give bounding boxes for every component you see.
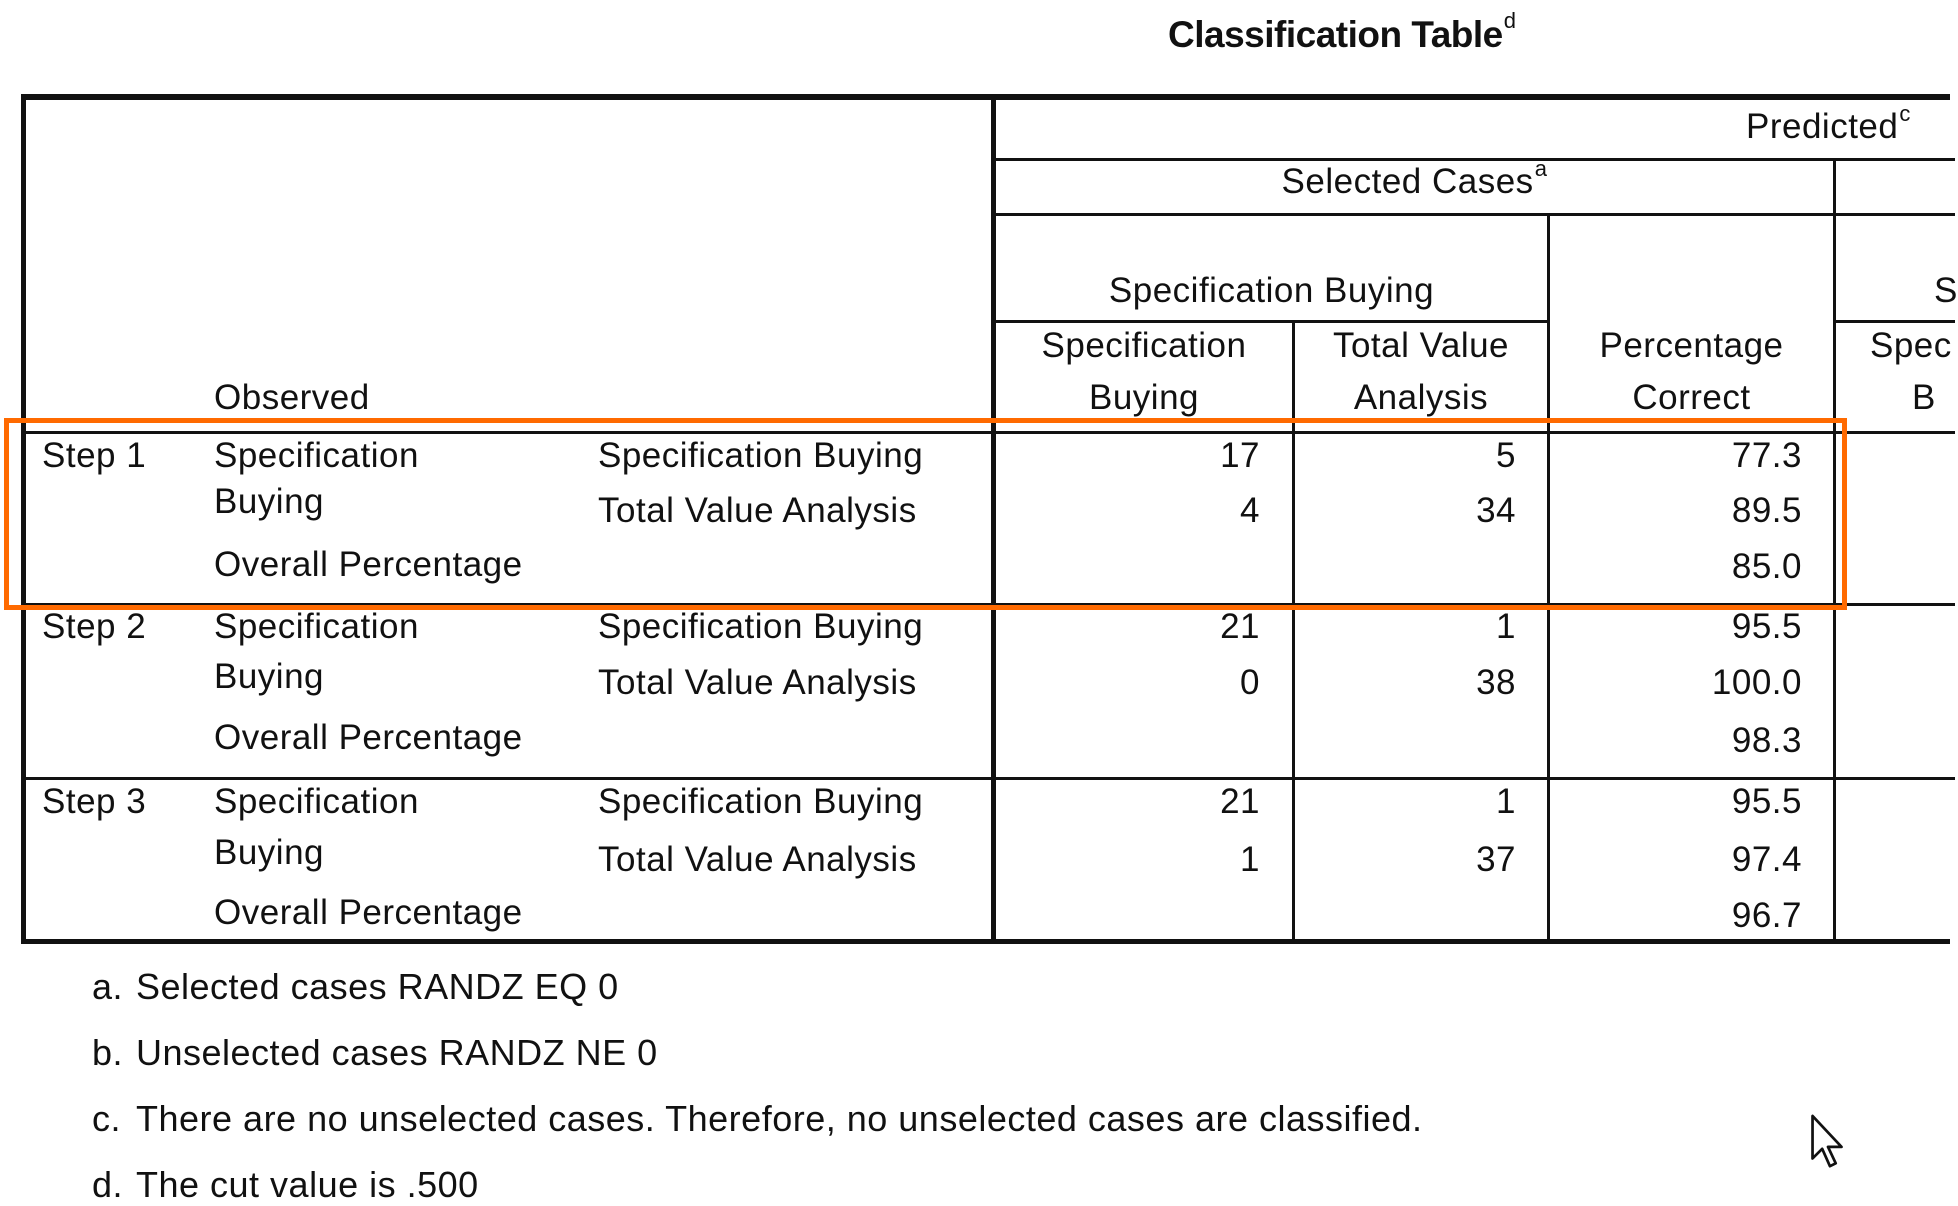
cell-spec: 4 <box>1240 491 1260 530</box>
cell-pct: 100.0 <box>1711 663 1802 702</box>
footnote-b: b. Unselected cases RANDZ NE 0 <box>92 1032 658 1073</box>
header-predicted: Predicted$^c$ <box>1746 101 1911 146</box>
step-variable-line2: Buying <box>214 833 325 872</box>
header-rule-unselected-group <box>1833 320 1955 323</box>
step-separator-1 <box>26 603 1955 606</box>
column-divider-tva-pct <box>1547 214 1550 944</box>
cell-pct: 95.5 <box>1731 607 1802 646</box>
row-label: Specification Buying <box>598 436 924 475</box>
col-header-unselected-line1-cut: Spec <box>1870 326 1952 365</box>
col-header-tva-line1: Total Value <box>1332 326 1510 365</box>
cell-overall-pct: 85.0 <box>1731 547 1802 586</box>
row-label: Total Value Analysis <box>598 663 917 702</box>
row-label: Specification Buying <box>598 782 924 821</box>
selected-footnote-marker: a <box>1534 156 1548 181</box>
col-header-pct-line2: Correct <box>1632 378 1751 417</box>
predicted-footnote-marker: c <box>1899 101 1911 126</box>
footnote-c: c. There are no unselected cases. Therefore, no unselected cases are classified. <box>92 1098 1423 1139</box>
header-body-rule <box>26 431 1955 434</box>
row-label: Total Value Analysis <box>598 491 917 530</box>
step-variable-line2: Buying <box>214 657 325 696</box>
cell-pct: 95.5 <box>1731 782 1802 821</box>
header-unselected-group-cut: S <box>1934 271 1958 310</box>
step-variable-line2: Buying <box>214 482 325 521</box>
cell-spec: 21 <box>1220 607 1260 646</box>
cell-tva: 5 <box>1496 436 1516 475</box>
cell-spec: 21 <box>1220 782 1260 821</box>
title-footnote-marker: d <box>1503 8 1516 33</box>
cell-overall-pct: 98.3 <box>1731 721 1802 760</box>
overall-label: Overall Percentage <box>214 545 523 584</box>
header-spec-buying-group: Specification Buying <box>1108 271 1435 310</box>
col-header-spec-line1: Specification <box>1041 326 1247 365</box>
column-divider-pct-unselected <box>1833 160 1836 944</box>
footnote-a: a. Selected cases RANDZ EQ 0 <box>92 966 619 1007</box>
observed-predicted-divider <box>991 94 996 944</box>
step-label: Step 2 <box>42 607 147 646</box>
cell-tva: 37 <box>1476 840 1516 879</box>
table-title: Classification Table$^d$ <box>1168 8 1516 55</box>
col-header-unselected-line2-cut: B <box>1912 378 1936 417</box>
cell-pct: 77.3 <box>1731 436 1802 475</box>
cell-spec: 0 <box>1240 663 1260 702</box>
col-header-spec-line2: Buying <box>1088 378 1200 417</box>
cell-pct: 89.5 <box>1731 491 1802 530</box>
col-header-pct-line1: Percentage <box>1599 326 1784 365</box>
cell-pct: 97.4 <box>1731 840 1802 879</box>
step-variable-line1: Specification <box>214 782 419 821</box>
step-variable-line1: Specification <box>214 436 419 475</box>
overall-label: Overall Percentage <box>214 893 523 932</box>
header-rule-spec-group <box>991 320 1549 323</box>
step-label: Step 1 <box>42 436 147 475</box>
cell-tva: 38 <box>1476 663 1516 702</box>
step-separator-2 <box>26 777 1955 780</box>
header-rule-predicted <box>991 158 1955 161</box>
step-label: Step 3 <box>42 782 147 821</box>
row-label: Specification Buying <box>598 607 924 646</box>
cell-spec: 17 <box>1220 436 1260 475</box>
cell-spec: 1 <box>1240 840 1260 879</box>
classification-table <box>21 94 1958 944</box>
cell-tva: 1 <box>1496 782 1516 821</box>
header-rule-selected <box>991 213 1955 216</box>
step-variable-line1: Specification <box>214 607 419 646</box>
row-label: Total Value Analysis <box>598 840 917 879</box>
footnote-d: d. The cut value is .500 <box>92 1164 479 1205</box>
cell-tva: 1 <box>1496 607 1516 646</box>
header-selected-cases: Selected Cases$^a$ <box>1281 156 1548 201</box>
col-header-tva-line2: Analysis <box>1353 378 1489 417</box>
mouse-pointer-icon <box>1808 1114 1848 1172</box>
cell-overall-pct: 96.7 <box>1731 896 1802 935</box>
cell-tva: 34 <box>1476 491 1516 530</box>
header-observed: Observed <box>214 378 370 417</box>
overall-label: Overall Percentage <box>214 718 523 757</box>
